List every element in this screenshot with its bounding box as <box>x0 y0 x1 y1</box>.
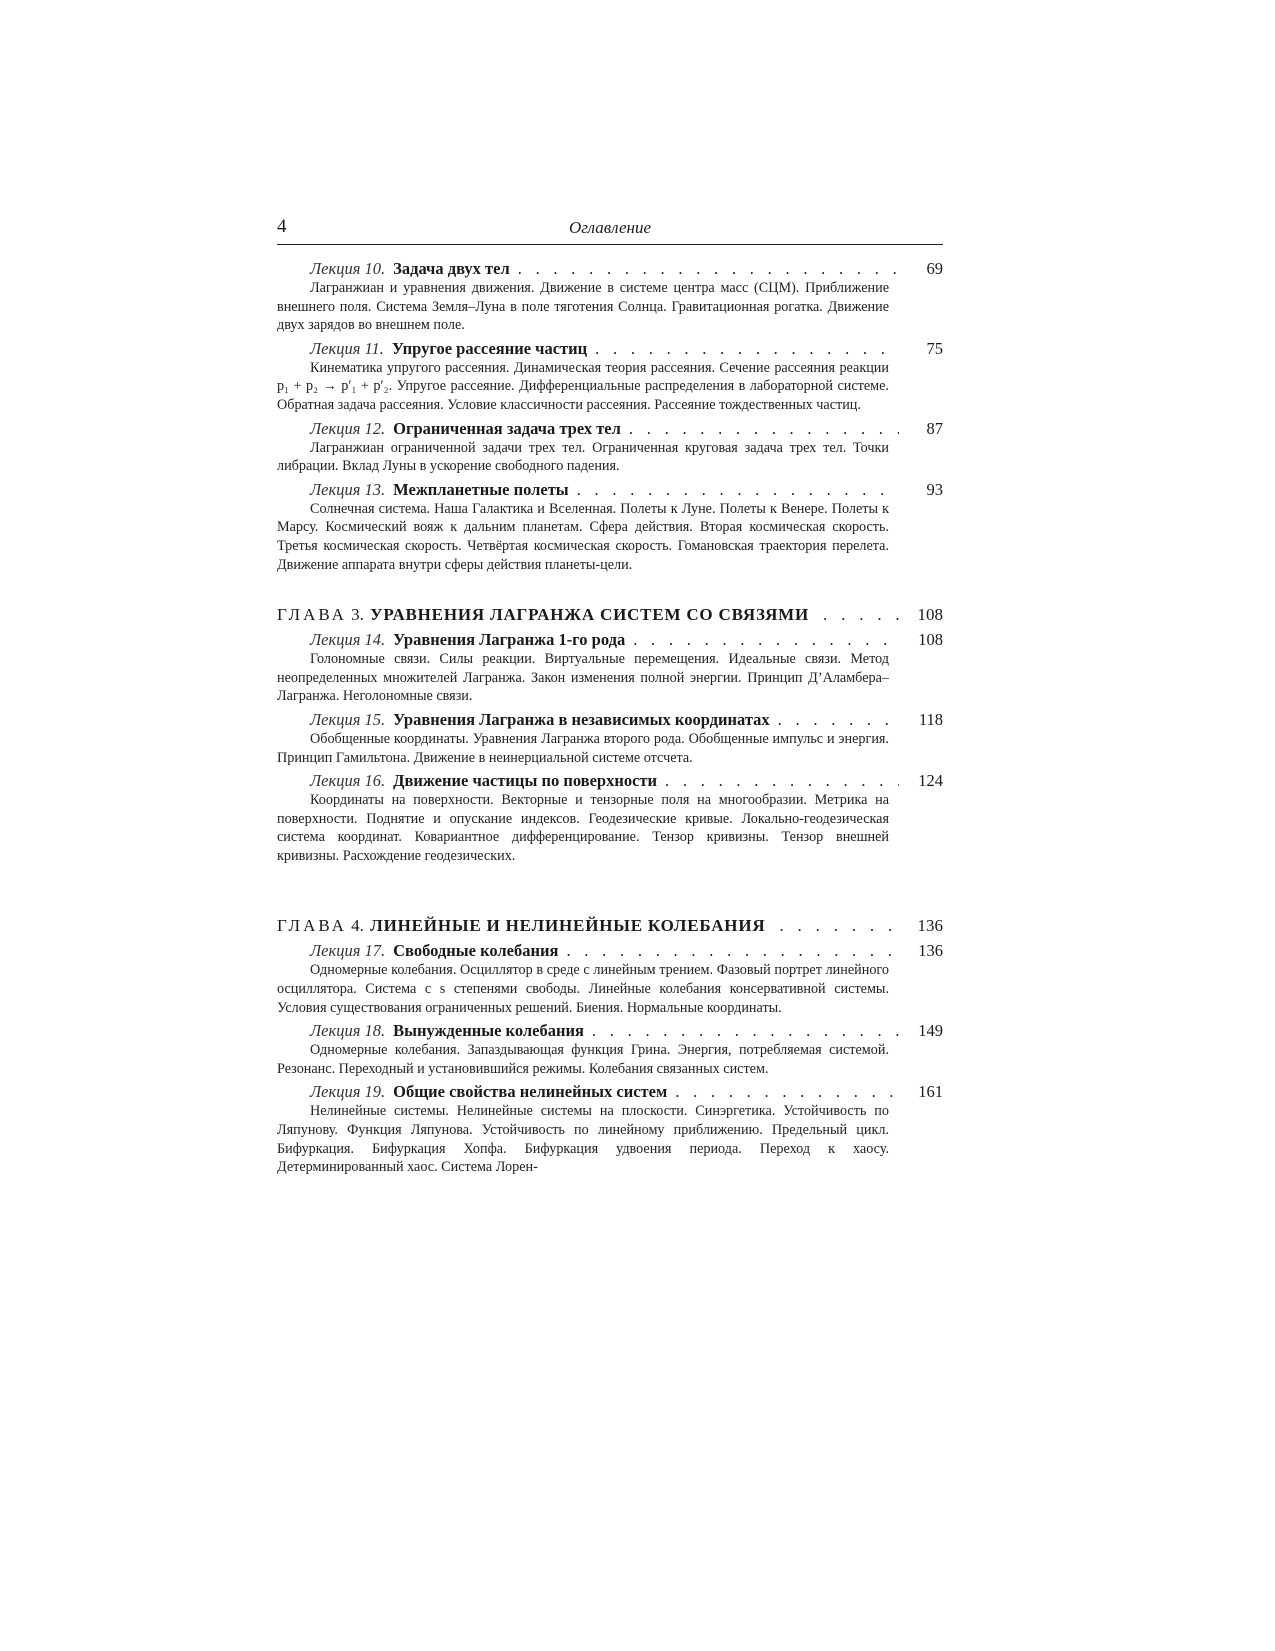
leader-dots <box>779 915 899 937</box>
lecture-page[interactable]: 69 <box>926 259 943 278</box>
lecture-title[interactable]: Упругое рассеяние частиц <box>391 338 588 358</box>
chapter-heading[interactable] <box>277 604 943 626</box>
lecture-page[interactable]: 93 <box>926 479 943 499</box>
lecture-description: Одномерные колебания. Осциллятор в среде с линейным трением. Фазовый портрет линейного осциллятора. Система с s степенями свободы. Линейные колебания консервативной системы. Условия существования ограниченных решений. Биения. Нормальные координаты. <box>277 962 889 1016</box>
lecture-page[interactable]: 118 <box>918 709 943 729</box>
leader-dots <box>778 710 899 730</box>
lecture-title[interactable]: Задача двух тел <box>393 259 510 278</box>
chapter-page[interactable]: 108 <box>917 605 943 625</box>
lecture-title[interactable]: Межпланетные полеты <box>393 479 569 499</box>
chapter-page[interactable]: 136 <box>917 916 943 936</box>
lecture-number: Лекция 10. <box>310 259 386 278</box>
lecture-entry[interactable] <box>277 1021 943 1078</box>
lecture-description: Голономные связи. Силы реакции. Виртуальные перемещения. Идеальные связи. Метод неопределенных множителей Лагранжа. Закон изменения полной энергии. Принцип Д’Аламбера–Лагранжа. Неголономные связи. <box>277 651 889 705</box>
toc-section <box>277 259 943 574</box>
page-number: 4 <box>277 216 287 237</box>
lecture-page[interactable]: 87 <box>926 418 943 438</box>
lecture-description: Лагранжиан и уравнения движения. Движение в системе центра масс (СЦМ). Приближение внешнего поля. Система Земля–Луна в поле тяготения Солнца. Гравитационная рогатка. Движение двух зарядов во внешнем поле. <box>277 280 889 334</box>
lecture-number: Лекция 11. <box>310 338 384 358</box>
lecture-description: Лагранжиан ограниченной задачи трех тел. Ограниченная круговая задача трех тел. Точки либрации. Вклад Луны в ускорение свободного падения. <box>277 439 889 475</box>
toc-page <box>277 216 943 1181</box>
lecture-title[interactable]: Движение частицы по поверхности <box>393 771 658 791</box>
leader-dots <box>592 1021 899 1041</box>
leader-dots <box>595 339 899 359</box>
lecture-page[interactable]: 161 <box>918 1082 943 1102</box>
chapter-heading[interactable] <box>277 915 943 937</box>
chapter-number: 3. <box>351 605 364 625</box>
lecture-description: Одномерные колебания. Запаздывающая функция Грина. Энергия, потребляемая системой. Резонанс. Переходный и установившийся режимы. Колебания связанных систем. <box>277 1042 889 1077</box>
leader-dots <box>518 259 899 279</box>
chapter-number: 4. <box>351 916 364 936</box>
leader-dots <box>675 1082 899 1102</box>
chapter-title[interactable]: ЛИНЕЙНЫЕ И НЕЛИНЕЙНЫЕ КОЛЕБАНИЯ <box>370 916 766 936</box>
lecture-description: Нелинейные системы. Нелинейные системы на плоскости. Синэргетика. Устойчивость по Ляпунову. Функция Ляпунова. Устойчивость по линейному приближению. Предельный цикл. Бифуркация. Бифуркация Хопфа. Бифуркация удвоения периода. Переход к хаосу. Детерминированный хаос. Система Лорен- <box>277 1103 889 1176</box>
lecture-title[interactable]: Общие свойства нелинейных систем <box>393 1082 668 1102</box>
lecture-title[interactable]: Свободные колебания <box>393 941 559 961</box>
lecture-description: Координаты на поверхности. Векторные и тензорные поля на многообразии. Метрика на поверхности. Поднятие и опускание индексов. Геодезические кривые. Локально-геодезическая система координат. Ковариантное дифференцирование. Тензор кривизны. Тензор внешней кривизны. Расхождение геодезических. <box>277 792 889 864</box>
leader-dots <box>629 419 899 439</box>
lecture-title[interactable]: Уравнения Лагранжа в независимых координатах <box>393 709 770 729</box>
lecture-number: Лекция 14. <box>310 630 386 650</box>
lecture-entry[interactable] <box>277 710 943 767</box>
lecture-page[interactable]: 149 <box>918 1021 943 1041</box>
lecture-entry[interactable] <box>277 339 943 415</box>
lecture-page[interactable]: 136 <box>918 941 943 961</box>
lecture-number: Лекция 17. <box>310 941 386 961</box>
lecture-description: Солнечная система. Наша Галактика и Вселенная. Полеты к Луне. Полеты к Венере. Полеты к Марсу. Космический вояж к дальним планетам. Сфера действия. Вторая космическая скорость. Третья космическая скорость. Четвёртая космическая скорость. Гомановская траектория перелета. Движение аппарата внутри сферы действия планеты-цели. <box>277 500 889 573</box>
running-head-title: Оглавление <box>568 218 652 237</box>
lecture-entry[interactable] <box>277 419 943 476</box>
lecture-entry[interactable] <box>277 630 943 706</box>
lecture-page[interactable]: 108 <box>918 630 943 650</box>
chapter-title[interactable]: УРАВНЕНИЯ ЛАГРАНЖА СИСТЕМ СО СВЯЗЯМИ <box>370 605 810 625</box>
lecture-title[interactable]: Ограниченная задача трех тел <box>393 418 621 438</box>
lecture-entry[interactable] <box>277 1082 943 1176</box>
chapter-label: ГЛАВА <box>277 605 347 625</box>
leader-dots <box>823 604 899 626</box>
lecture-description: Обобщенные координаты. Уравнения Лагранжа второго рода. Обобщенные импульс и энергия. Принцип Гамильтона. Движение в неинерциальной системе отсчета. <box>277 730 889 766</box>
lecture-title[interactable]: Вынужденные колебания <box>393 1021 584 1041</box>
leader-dots <box>633 630 899 650</box>
lecture-page[interactable]: 124 <box>918 771 943 791</box>
running-head <box>277 216 943 245</box>
lecture-page[interactable]: 75 <box>926 338 943 358</box>
toc-chapter <box>277 604 943 865</box>
lecture-number: Лекция 15. <box>310 709 386 729</box>
lecture-number: Лекция 16. <box>310 771 386 791</box>
lecture-number: Лекция 18. <box>310 1021 386 1041</box>
lecture-entry[interactable] <box>277 480 943 574</box>
lecture-title[interactable]: Уравнения Лагранжа 1-го рода <box>393 630 626 650</box>
chapter-label: ГЛАВА <box>277 916 347 936</box>
lecture-entry[interactable] <box>277 771 943 865</box>
lecture-entry[interactable] <box>277 941 943 1017</box>
leader-dots <box>566 941 899 961</box>
lecture-number: Лекция 19. <box>310 1082 386 1102</box>
lecture-number: Лекция 13. <box>310 479 386 499</box>
lecture-description: Кинематика упругого рассеяния. Динамическая теория рассеяния. Сечение рассеяния реакции p₁ + p₂ → p′₁ + p′₂. Упругое рассеяние. Дифференциальные распределения в лабораторной системе. Обратная задача рассеяния. Условие классичности рассеяния. Рассеяние тождественных частиц. <box>277 359 889 413</box>
lecture-entry[interactable] <box>277 259 943 335</box>
leader-dots <box>665 771 899 791</box>
toc-chapter <box>277 915 943 1176</box>
leader-dots <box>577 480 899 500</box>
lecture-number: Лекция 12. <box>310 418 386 438</box>
